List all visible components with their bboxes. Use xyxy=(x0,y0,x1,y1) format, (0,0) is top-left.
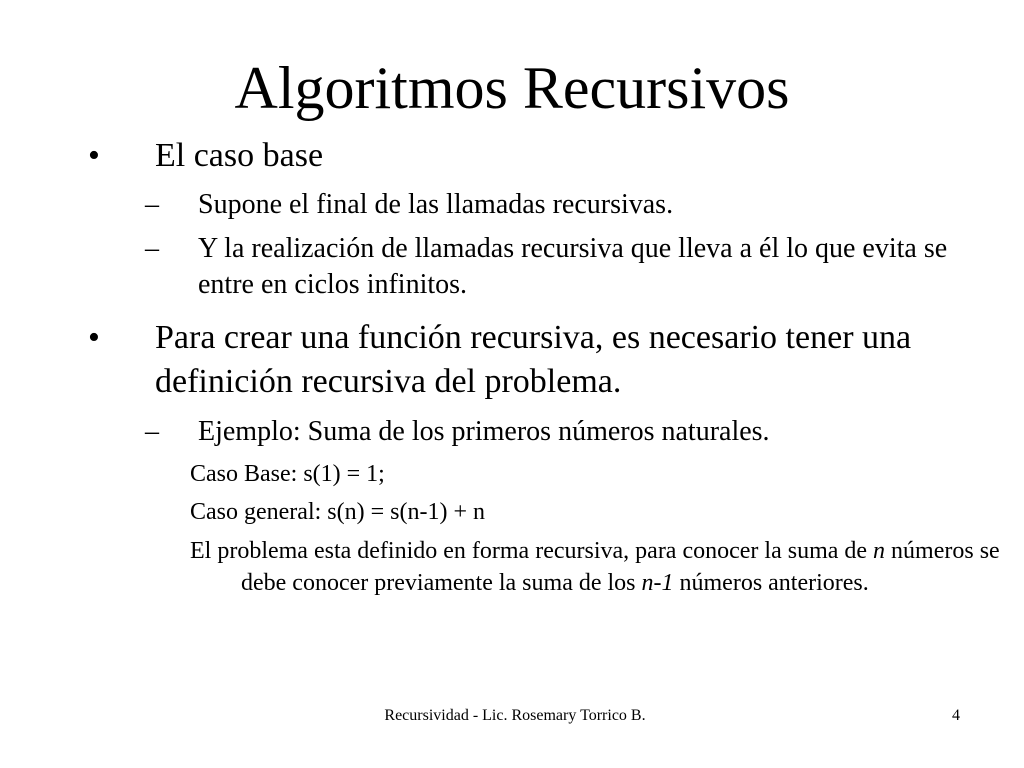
footer-text: Recursividad - Lic. Rosemary Torrico B. xyxy=(384,707,646,724)
sub-item-text: Ejemplo: Suma de los primeros números naturales. xyxy=(198,416,770,447)
sub-item-ejemplo xyxy=(145,414,965,450)
bullet-item-caso-base xyxy=(88,134,938,178)
dash-marker: – xyxy=(145,189,159,220)
explanation-paragraph xyxy=(190,535,1024,599)
page-number: 4 xyxy=(952,707,960,724)
sub-item-text: Supone el final de las llamadas recursivas. xyxy=(198,189,674,220)
sub-item-realizacion-llamadas xyxy=(145,231,965,303)
sub-item-text: Y la realización de llamadas recursiva que lleva a él lo que evita se entre en ciclos infinitos. xyxy=(198,233,948,300)
explanation-var-n: n xyxy=(873,538,886,564)
bullet-item-funcion-recursiva xyxy=(88,316,938,404)
dash-marker: – xyxy=(145,416,159,447)
base-case-line: Caso Base: s(1) = 1; xyxy=(190,461,385,487)
sub-item-final-llamadas xyxy=(145,187,965,223)
bullet-text: Para crear una función recursiva, es necesario tener una definición recursiva del problema. xyxy=(155,319,912,400)
explanation-text-part1: El problema esta definido en forma recursiva, para conocer la suma de xyxy=(190,538,874,564)
explanation-var-n-minus-1: n-1 xyxy=(641,570,674,596)
bullet-text: El caso base xyxy=(155,137,324,174)
slide-title: Algoritmos Recursivos xyxy=(234,55,790,121)
bullet-marker: • xyxy=(88,319,100,356)
bullet-marker: • xyxy=(88,137,100,174)
explanation-text-part3: números anteriores. xyxy=(673,570,869,596)
general-case-line: Caso general: s(n) = s(n-1) + n xyxy=(190,499,485,525)
explanation-text-part2: números se debe conocer previamente la suma de los xyxy=(241,538,1000,596)
dash-marker: – xyxy=(145,233,159,264)
